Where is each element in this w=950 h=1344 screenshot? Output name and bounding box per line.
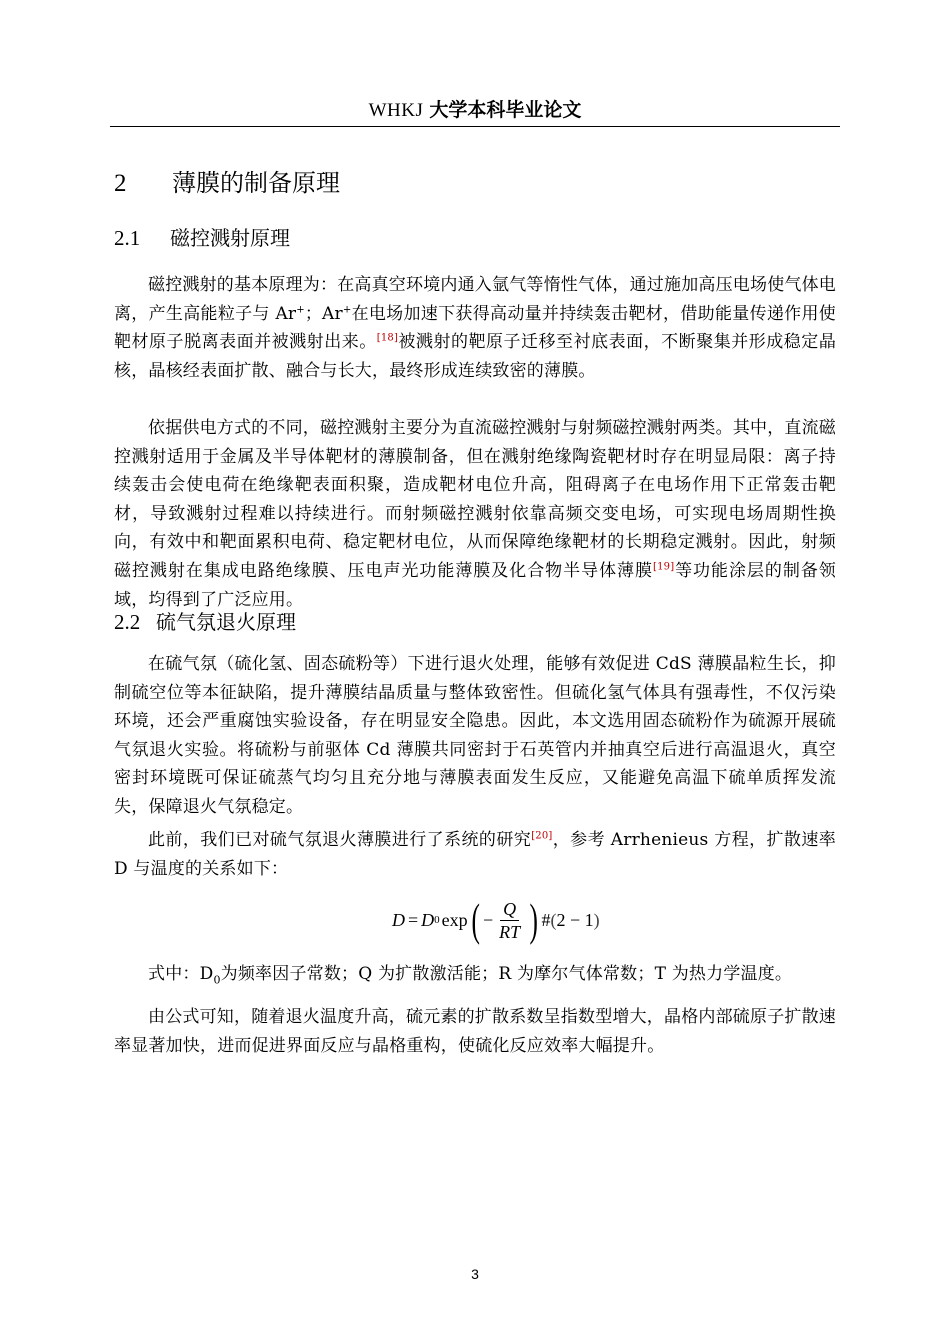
formula-tag: 2 − 1: [556, 909, 594, 930]
text-run: 磁控溅射的基本原理为：在高真空环境内通入氩气等惰性气体，通过施加高压电场使气体电离，产生高能粒子与 Ar: [114, 275, 836, 324]
formula-minus: −: [482, 909, 494, 930]
chapter-heading: [114, 165, 340, 202]
formula-exp: exp: [441, 909, 468, 930]
header-title: 大学本科毕业论文: [429, 99, 582, 121]
page-number: 3: [471, 1266, 479, 1282]
text-run: ，参考 Arrhenieus 方程，扩散速率 D 与温度的关系如下：: [114, 830, 836, 879]
paragraph-formula-legend: [114, 960, 836, 989]
section-title: 磁控溅射原理: [170, 226, 290, 250]
citation-link[interactable]: [19]: [652, 561, 675, 573]
fraction-denominator: RT: [499, 921, 521, 942]
formula-equals: =: [408, 909, 419, 930]
citation-link[interactable]: [18]: [376, 332, 399, 344]
fraction-numerator: Q: [500, 898, 519, 921]
formula-tag-hash: #: [541, 909, 551, 930]
text-run: 被溅射的靶原子迁移至衬底表面，不断聚集并形成稳定晶核，晶核经表面扩散、融合与长大，最终形成连续致密的薄膜。: [114, 332, 837, 381]
header-rule: [110, 126, 840, 127]
formula-lhs: D: [392, 909, 405, 930]
arrhenius-equation: D = D 0 exp ( − $\frac{Q}{RT}$ ) # ( 2 − 1 ): [392, 894, 600, 945]
section-number: 2.2: [114, 610, 141, 634]
header-latin: WHKJ: [368, 100, 424, 121]
text-run: 式中：D: [148, 964, 214, 984]
paragraph-arrhenius-intro: [114, 826, 836, 883]
citation-link[interactable]: [20]: [531, 830, 553, 842]
text-run: 此前，我们已对硫气氛退火薄膜进行了系统的研究: [148, 830, 532, 850]
superscript: +: [342, 303, 352, 315]
subscript: 0: [213, 973, 221, 987]
right-paren: ): [529, 894, 539, 945]
running-header: [110, 96, 840, 125]
paragraph-conclusion: 由公式可知，随着退火温度升高，硫元素的扩散系数呈指数型增大，晶格内部硫原子扩散速率显著加快，进而促进界面反应与晶格重构，使硫化反应效率大幅提升。: [114, 1007, 836, 1056]
chapter-number: 2: [114, 170, 127, 197]
section-heading-2-1: [114, 222, 290, 254]
left-paren: (: [471, 894, 480, 945]
text-run: ；Ar: [304, 303, 343, 324]
text-run: 为频率因子常数；Q 为扩散激活能；R 为摩尔气体常数；T 为热力学温度。: [220, 964, 793, 984]
superscript: +: [296, 303, 305, 315]
paragraph-sulfur-annealing: 在硫气氛（硫化氢、固态硫粉等）下进行退火处理，能够有效促进 CdS 薄膜晶粒生长，抑制硫空位等本征缺陷，提升薄膜结晶质量与整体致密性。但硫化氢气体具有强毒性，不仅污染环境，还会严重腐蚀实验设备，存在明显安全隐患。因此，本文选用固态硫粉作为硫源开展硫气氛退火实验。将硫粉与前驱体 Cd 薄膜共同密封于石英管内并抽真空后进行高温退火，真空密封环境既可保证硫蒸气均匀且充分地与薄膜表面发生反应，又能避免高温下硫单质挥发流失，保障退火气氛稳定。: [114, 654, 836, 817]
text-run: 等功能涂层的制备领域，均得到了广泛应用。: [114, 560, 836, 610]
section-heading-2-2: [114, 606, 296, 638]
tag-left-paren: (: [550, 909, 557, 930]
paragraph-sputtering-types: [114, 414, 836, 614]
section-number: 2.1: [114, 226, 141, 250]
chapter-title: 薄膜的制备原理: [172, 169, 340, 197]
text-run: 依据供电方式的不同，磁控溅射主要分为直流磁控溅射与射频磁控溅射两类。其中，直流磁控溅射适用于金属及半导体靶材的薄膜制备，但在溅射绝缘陶瓷靶材时存在明显局限：离子持续轰击会使电荷在绝缘靶表面积聚，造成靶材电位升高，阻碍离子在电场作用下正常轰击靶材，导致溅射过程难以持续进行。而射频磁控溅射依靠高频交变电场，可实现电场周期性换向，有效中和靶面累积电荷、稳定靶材电位，从而保障绝缘靶材的长期稳定溅射。因此，射频磁控溅射在集成电路绝缘膜、压电声光功能薄膜及化合物半导体薄膜: [114, 418, 836, 581]
section-title: 硫气氛退火原理: [156, 610, 296, 634]
tag-right-paren: ): [593, 909, 600, 930]
formula-fraction: [496, 898, 523, 943]
formula-d0: D: [421, 909, 435, 930]
paragraph-sputtering-principle: [114, 271, 836, 385]
text-run: 在电场加速下获得高动量并持续轰击靶材，借助能量传递作用使靶材原子脱离表面并被溅射出来。: [114, 303, 836, 353]
